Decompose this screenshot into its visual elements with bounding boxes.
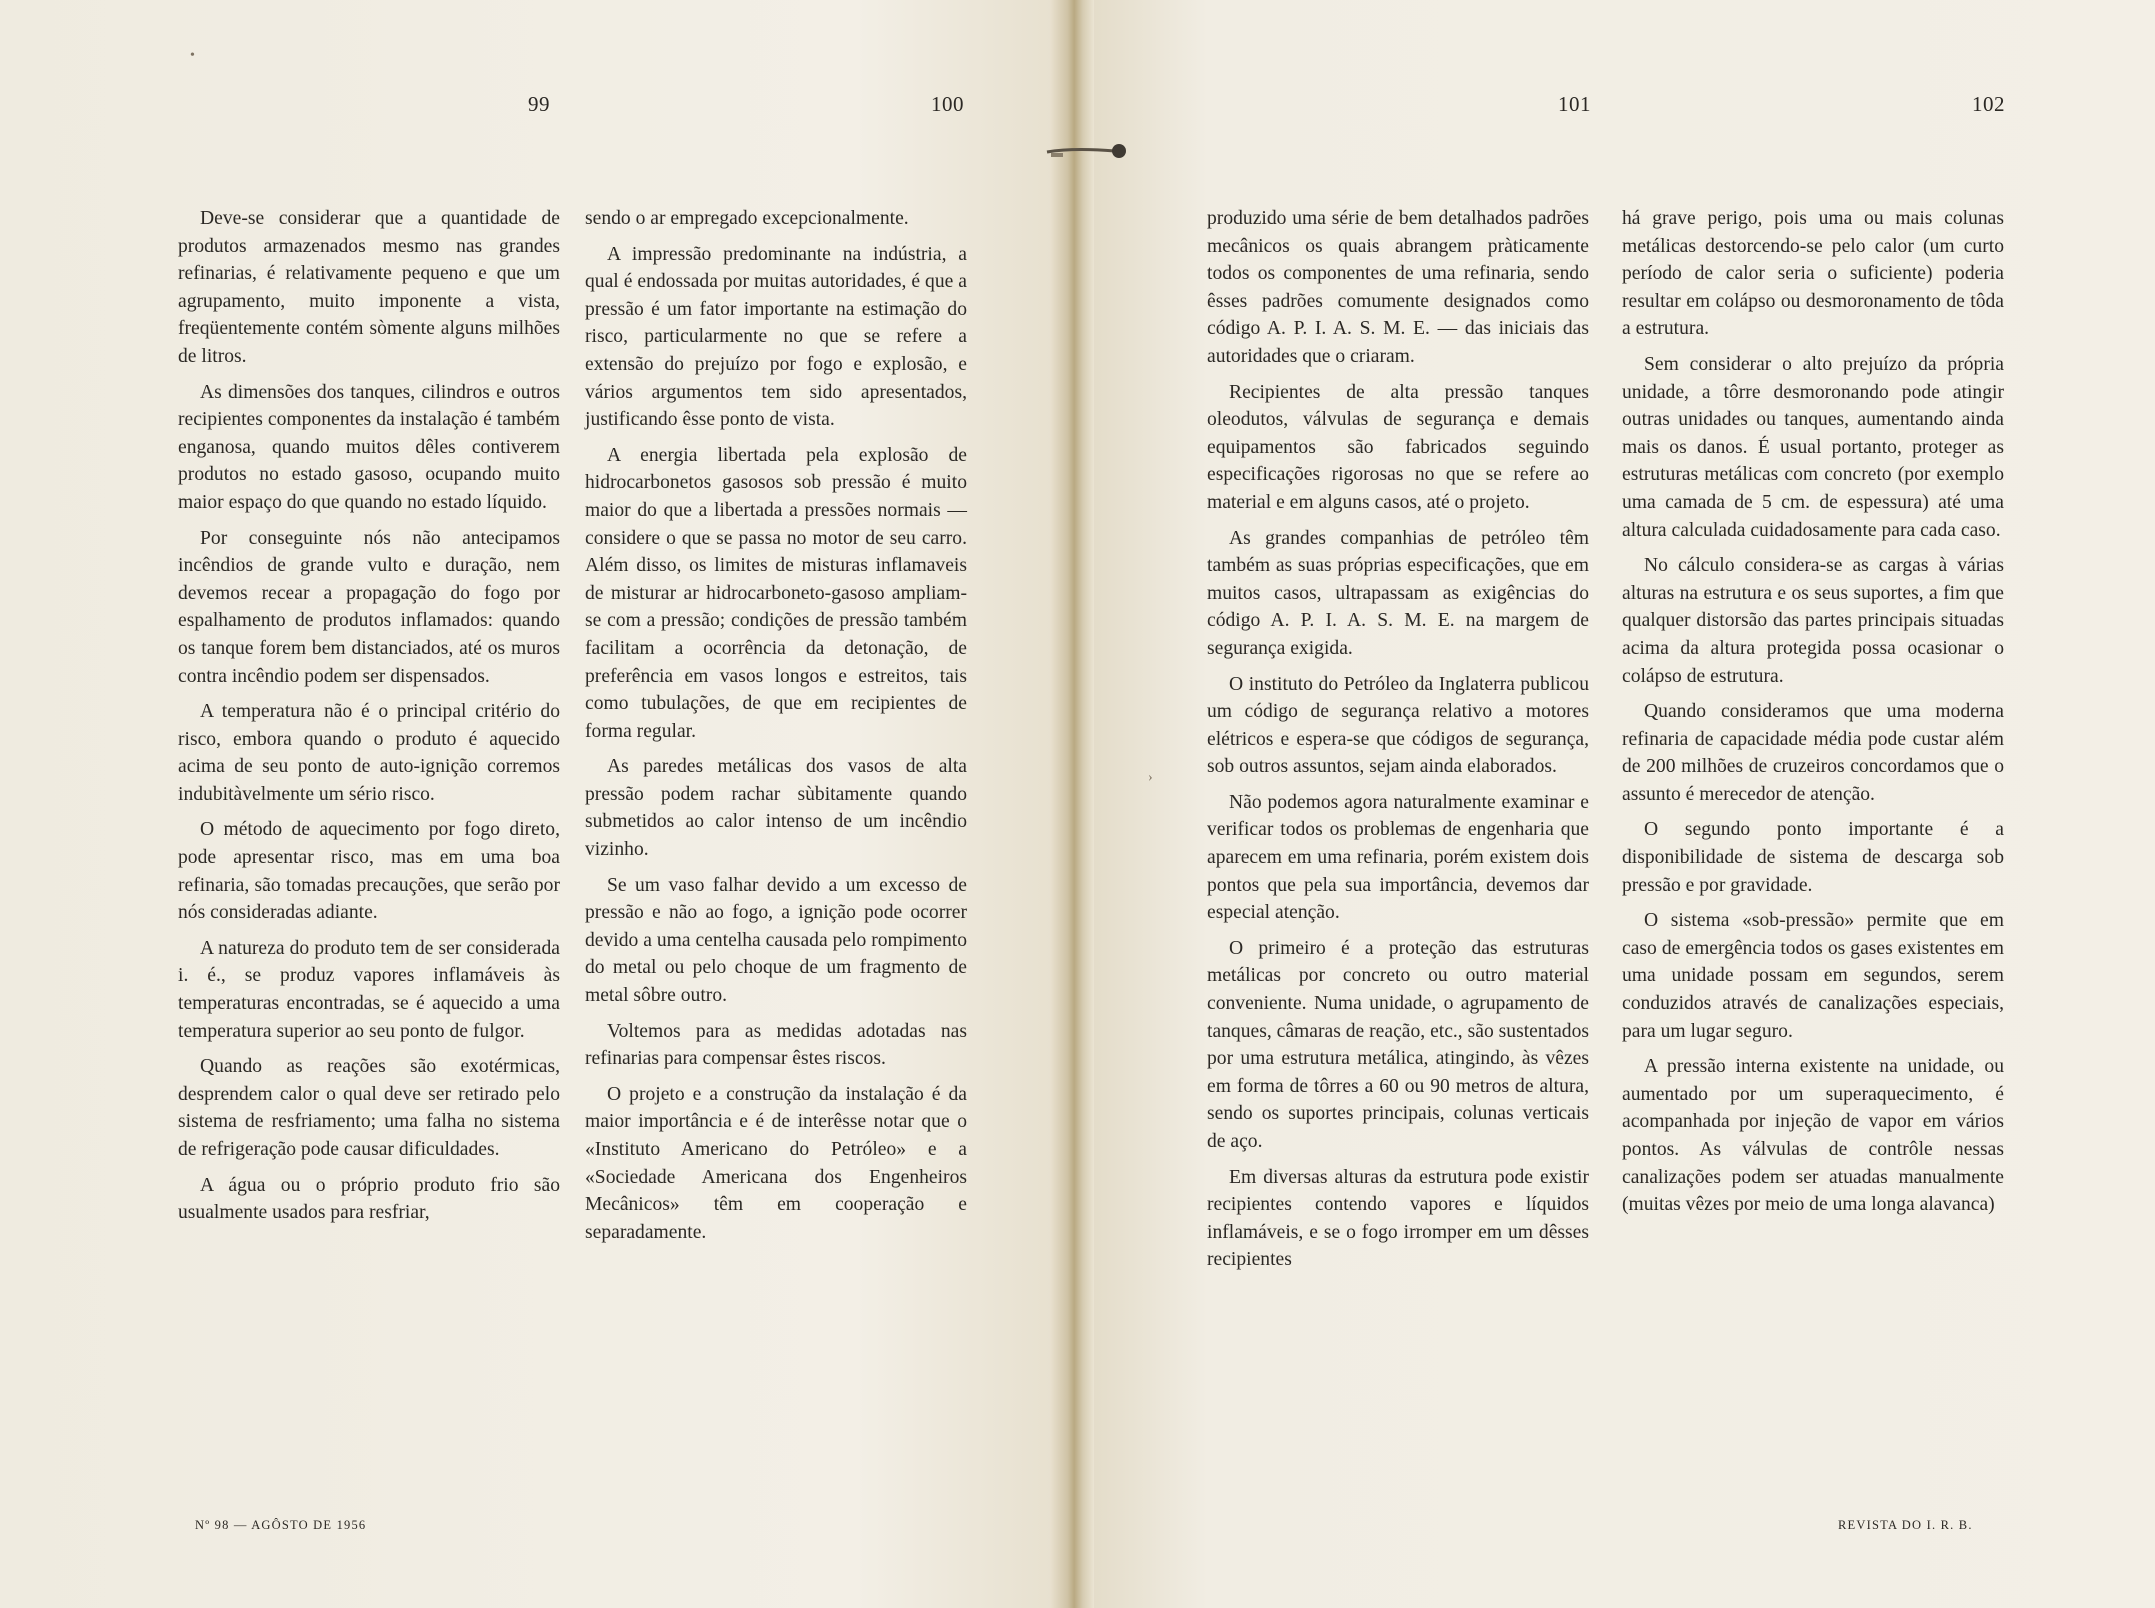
paragraph: A pressão interna existente na unidade, ou aumentado por um superaquecimento, é acompanhada por injeção de vapor em vários pontos. As válvulas de contrôle nessas canalizações podem ser atuadas manualmente (muitas vêzes por meio de uma longa alavanca) bbox=[1622, 1056, 2004, 1216]
paragraph: sendo o ar empregado excepcionalmente. bbox=[585, 208, 909, 229]
paragraph: As paredes metálicas dos vasos de alta pressão podem rachar sùbitamente quando submetidos ao calor intenso de um incêndio vizinho. bbox=[585, 756, 967, 861]
paragraph: Não podemos agora naturalmente examinar e verificar todos os problemas de engenharia que aparecem em uma refinaria, porém existem dois pontos que pela sua importância, devemos dar especial atenção. bbox=[1207, 791, 1589, 924]
page-number-99: 99 bbox=[528, 92, 550, 116]
page-number-101: 101 bbox=[1558, 92, 1591, 116]
column-page-102 bbox=[1622, 205, 2004, 1227]
paragraph: A natureza do produto tem de ser considerada i. é., se produz vapores inflamáveis às temperaturas encontradas, se é aquecido a uma temperatura superior ao seu ponto de fulgor. bbox=[178, 937, 560, 1042]
paragraph: há grave perigo, pois uma ou mais colunas metálicas destorcendo-se pelo calor (um curto período de calor seria o suficiente) poderia resultar em colápso ou desmoronamento de tôda a estrutura. bbox=[1622, 208, 2004, 340]
paragraph: A impressão predominante na indústria, a qual é endossada por muitas autoridades, é que a pressão é um fator importante na estimação do risco, particularmente no que se refere a extensão do prejuízo por fogo e explosão, e vários argumentos tem sido apresentados, justificando êsse ponto de vista. bbox=[585, 243, 967, 431]
paragraph: Por conseguinte nós não antecipamos incêndios de grande vulto e duração, nem devemos recear a propagação do fogo por espalhamento de produtos inflamados: quando os tanque forem bem distanciados, até os muros contra incêndio podem ser dispensados. bbox=[178, 527, 560, 687]
paragraph: O primeiro é a proteção das estruturas metálicas por concreto ou outro material conveniente. Numa unidade, o agrupamento de tanques, câmaras de reação, etc., são sustentados por uma estrutura metálica, atingindo, às vêzes em forma de tôrres a 60 ou 90 metros de altura, sendo os suportes principais, colunas verticais de aço. bbox=[1207, 937, 1589, 1152]
paragraph: A água ou o próprio produto frio são usualmente usados para resfriar, bbox=[178, 1174, 560, 1224]
speck-mark: › bbox=[1148, 770, 1153, 785]
paragraph: O projeto e a construção da instalação é da maior importância e é de interêsse notar que o «Instituto Americano do Petróleo» e a «Sociedade Americana dos Engenheiros Mecânicos» têm em cooperação e separadamente. bbox=[585, 1083, 967, 1243]
paragraph: O instituto do Petróleo da Inglaterra publicou um código de segurança relativo a motores elétricos e espera-se que códigos de segurança, sob outros assuntos, sejam ainda elaborados. bbox=[1207, 673, 1589, 778]
paragraph: A energia libertada pela explosão de hidrocarbonetos gasosos sob pressão é muito maior do que a libertada a pressões normais — considere o que se passa no motor de seu carro. Além disso, os limites de misturas inflamaveis de misturar ar hidrocarboneto-gasoso ampliam-se com a pressão; condições de pressão também facilitam a ocorrência da detonação, de preferência em vasos longos e estreitos, tais como tubulações, de que em recipientes de forma regular. bbox=[585, 444, 967, 742]
column-page-101 bbox=[1207, 205, 1589, 1282]
footer-issue: Nº 98 — AGÔSTO DE 1956 bbox=[195, 1518, 367, 1532]
paragraph: O segundo ponto importante é a disponibilidade de sistema de descarga sob pressão e por gravidade. bbox=[1622, 819, 2004, 896]
paragraph: As grandes companhias de petróleo têm também as suas próprias especificações, que em muitos casos, ultrapassam as exigências do código A. P. I. A. S. M. E. na margem de segurança exigida. bbox=[1207, 527, 1589, 659]
paragraph: Sem considerar o alto prejuízo da própria unidade, a tôrre desmoronando pode atingir outras unidades ou tanques, aumentando ainda mais os danos. É usual portanto, proteger as estruturas metálicas com concreto (por exemplo uma camada de 5 cm. de espessura) até uma altura calculada cuidadosamente para cada caso. bbox=[1622, 353, 2004, 541]
speck-mark: • bbox=[190, 48, 195, 63]
paragraph: Quando consideramos que uma moderna refinaria de capacidade média pode custar além de 200 milhões de cruzeiros concordamos que o assunto é merecedor de atenção. bbox=[1622, 701, 2004, 805]
book-gutter bbox=[1050, 0, 1094, 1608]
footer-journal: REVISTA DO I. R. B. bbox=[1838, 1518, 1973, 1532]
paragraph: Quando as reações são exotérmicas, desprendem calor o qual deve ser retirado pelo sistema de resfriamento; uma falha no sistema de refrigeração pode causar dificuldades. bbox=[178, 1056, 560, 1160]
paragraph: Em diversas alturas da estrutura pode existir recipientes contendo vapores e líquidos inflamáveis, e se o fogo irromper em um dêsses recipientes bbox=[1207, 1166, 1589, 1271]
paragraph: Deve-se considerar que a quantidade de produtos armazenados mesmo nas grandes refinarias, é relativamente pequeno e que um agrupamento, muito imponente a vista, freqüentemente contém sòmente alguns milhões de litros. bbox=[178, 208, 560, 367]
column-page-99 bbox=[178, 205, 560, 1235]
paragraph: O sistema «sob-pressão» permite que em caso de emergência todos os gases existentes em uma unidade possam em segundos, serem conduzidos através de canalizações especiais, para um lugar seguro. bbox=[1622, 910, 2004, 1042]
page-number-100: 100 bbox=[931, 92, 964, 116]
paragraph: Se um vaso falhar devido a um excesso de pressão e não ao fogo, a ignição pode ocorrer devido a uma centelha causada pelo rompimento do metal ou pelo choque de um fragmento de metal sôbre outro. bbox=[585, 874, 967, 1007]
paragraph: A temperatura não é o principal critério do risco, embora quando o produto é aquecido acima de seu ponto de auto-ignição corremos indubitàvelmente um sério risco. bbox=[178, 701, 560, 805]
column-page-100 bbox=[585, 205, 967, 1254]
staple-icon bbox=[1045, 140, 1130, 162]
page-number-102: 102 bbox=[1972, 92, 2005, 116]
paragraph: Recipientes de alta pressão tanques oleodutos, válvulas de segurança e demais equipamentos são fabricados seguindo especificações rigorosas no que se refere ao material e em alguns casos, até o projeto. bbox=[1207, 381, 1589, 513]
paragraph: As dimensões dos tanques, cilindros e outros recipientes componentes da instalação é também enganosa, quando muitos dêles contiverem produtos no estado gasoso, ocupando muito maior espaço do que quando no estado líquido. bbox=[178, 381, 560, 513]
paragraph: produzido uma série de bem detalhados padrões mecânicos os quais abrangem pràticamente todos os componentes de uma refinaria, sendo êsses padrões comumente designados como código A. P. I. A. S. M. E. — das iniciais das autoridades que o criaram. bbox=[1207, 208, 1589, 367]
paragraph: Voltemos para as medidas adotadas nas refinarias para compensar êstes riscos. bbox=[585, 1020, 967, 1070]
paragraph: O método de aquecimento por fogo direto, pode apresentar risco, mas em uma boa refinaria, são tomadas precauções, que serão por nós consideradas adiante. bbox=[178, 819, 560, 924]
paragraph: No cálculo considera-se as cargas à várias alturas na estrutura e os seus suportes, a fim que qualquer distorsão das partes principais situadas acima da altura protegida possa ocasionar o colápso de estrutura. bbox=[1622, 555, 2004, 687]
